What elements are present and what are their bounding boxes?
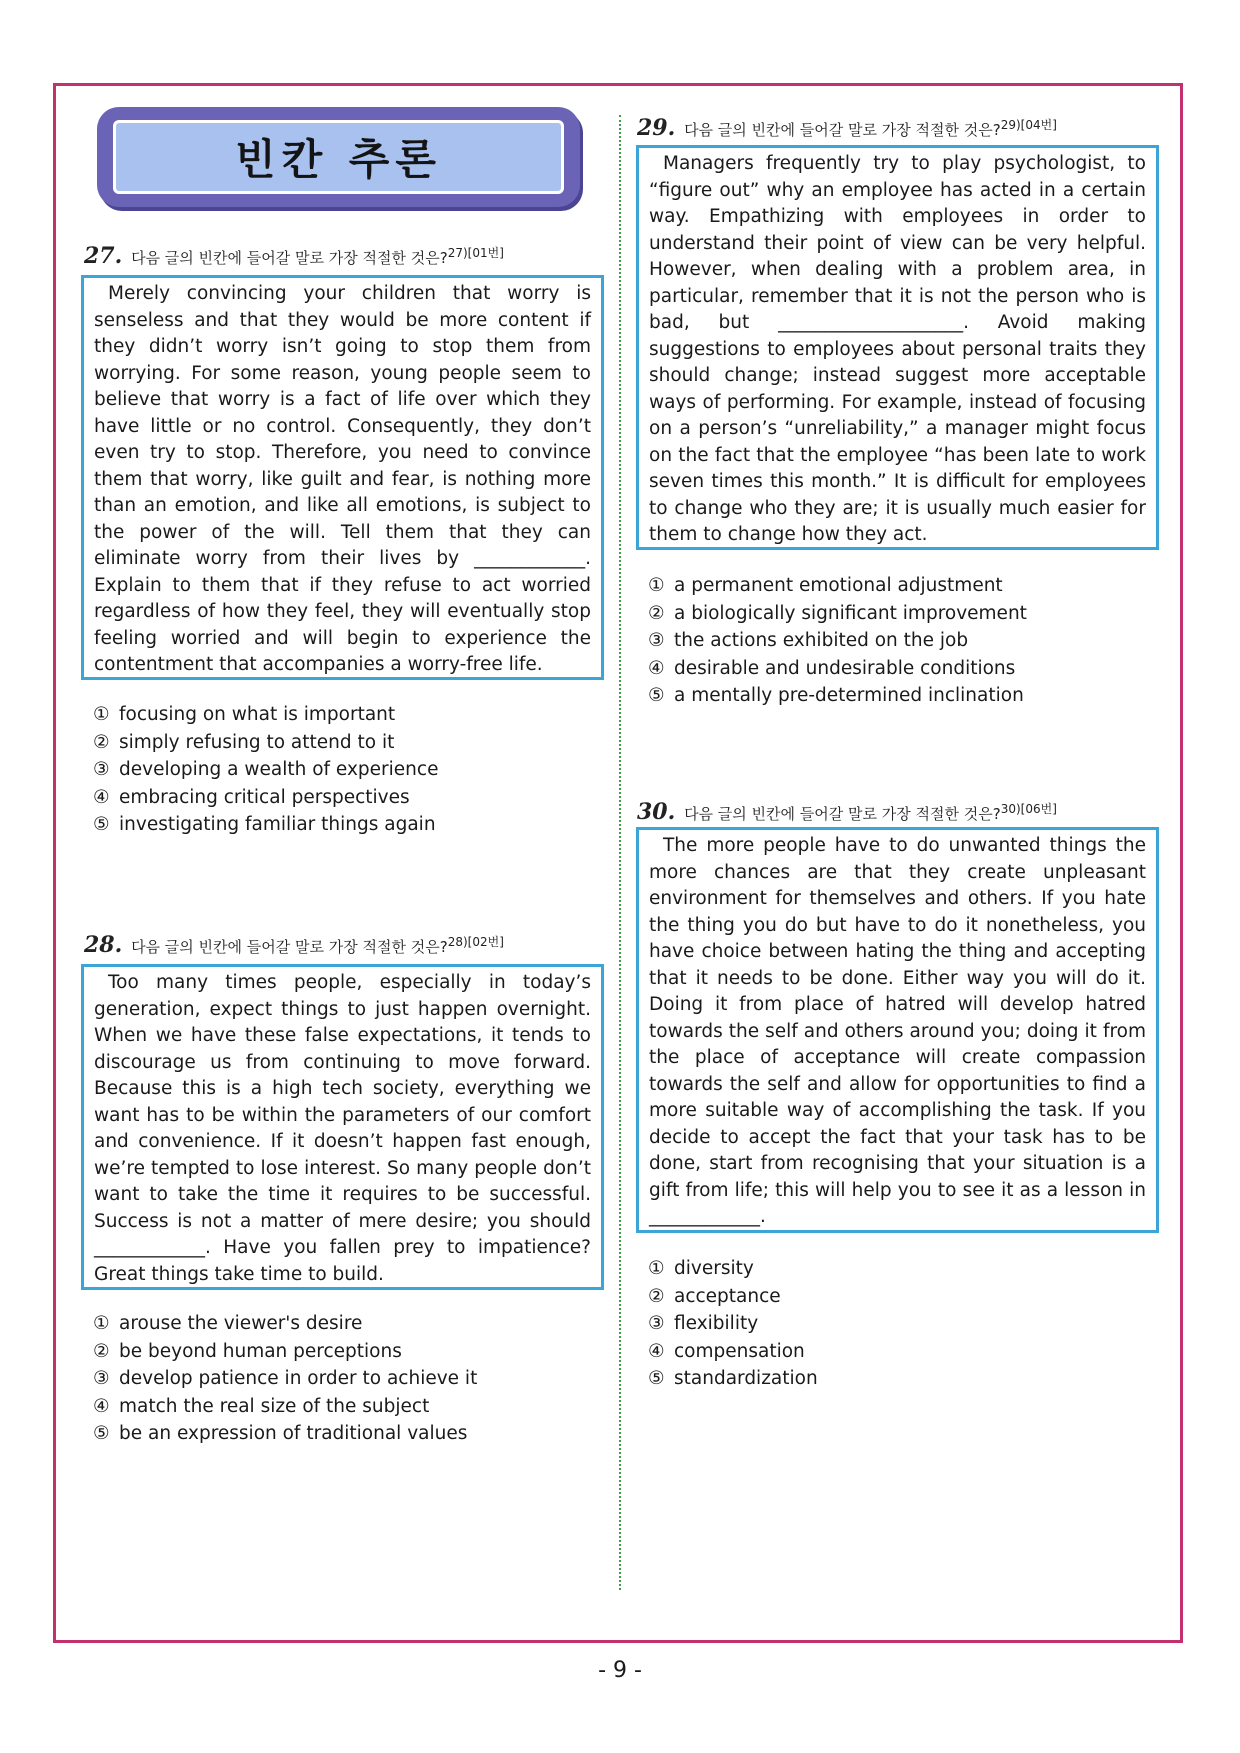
question-29-passage: Managers frequently try to play psychologist, to “figure out” why an employee has acted in a certain way. Empathizing with employees in order to understand their point of view can be very helpful. However, when dealing with a problem area, in particular, remember that it is not the person who is bad, but ____________________. Avoid making suggestions to employees about personal traits they should change; instead suggest more acceptable ways of performing. For example, instead of focusing on a person’s “unreliability,” a manager might focus on the fact that the employee “has been late to work seven times this month.” It is difficult for employees to change who they are; it is usually much easier for them to change how they act. [636, 145, 1159, 550]
question-30-choices [648, 1255, 818, 1393]
choice-item[interactable] [648, 600, 1027, 628]
choice-text: simply refusing to attend to it [119, 731, 395, 753]
choice-marker: ③ [648, 630, 665, 651]
question-source: 30)[06번] [1000, 802, 1057, 816]
choice-item[interactable] [93, 756, 438, 784]
choice-marker: ⑤ [648, 685, 665, 706]
question-29-header [637, 115, 1057, 141]
choice-item[interactable] [93, 1310, 477, 1338]
choice-marker: ① [648, 575, 665, 596]
question-prompt: 다음 글의 빈칸에 들어갈 말로 가장 적절한 것은? [684, 805, 1001, 823]
choice-item[interactable] [648, 655, 1027, 683]
choice-item[interactable] [648, 1255, 818, 1283]
choice-marker: ② [93, 1340, 110, 1362]
choice-item[interactable] [93, 701, 438, 729]
choice-marker: ① [93, 704, 110, 725]
question-28-header [84, 932, 504, 958]
section-title-badge [97, 107, 580, 207]
choice-marker: ④ [93, 1395, 110, 1417]
choice-text: a mentally pre-determined inclination [674, 685, 1024, 706]
question-source: 27)[01번] [447, 246, 504, 260]
choice-text: acceptance [674, 1285, 781, 1307]
choice-marker: ① [93, 1313, 110, 1334]
choice-item[interactable] [93, 729, 438, 757]
choice-text: be an expression of traditional values [119, 1423, 468, 1444]
question-27-choices [93, 701, 438, 839]
choice-text: be beyond human perceptions [119, 1340, 402, 1362]
choice-item[interactable] [648, 627, 1027, 655]
question-number: 27. [84, 243, 123, 269]
choice-marker: ④ [93, 786, 110, 808]
choice-text: developing a wealth of experience [119, 759, 439, 780]
choice-text: flexibility [674, 1313, 759, 1334]
choice-item[interactable] [648, 1365, 818, 1393]
choice-marker: ③ [93, 1368, 110, 1389]
choice-text: develop patience in order to achieve it [119, 1368, 478, 1389]
choice-marker: ② [648, 1285, 665, 1307]
question-prompt: 다음 글의 빈칸에 들어갈 말로 가장 적절한 것은? [131, 938, 448, 956]
choice-text: desirable and undesirable conditions [674, 657, 1016, 679]
question-30-header [637, 799, 1057, 825]
page-number: - 9 - [598, 1658, 642, 1683]
choice-marker: ⑤ [93, 814, 110, 835]
choice-marker: ④ [648, 657, 665, 679]
question-number: 28. [84, 932, 123, 958]
choice-text: focusing on what is important [119, 704, 396, 725]
choice-marker: ② [648, 602, 665, 624]
question-prompt: 다음 글의 빈칸에 들어갈 말로 가장 적절한 것은? [131, 249, 448, 267]
choice-item[interactable] [648, 1283, 818, 1311]
choice-item[interactable] [648, 572, 1027, 600]
question-27-header [84, 243, 504, 269]
choice-item[interactable] [648, 1310, 818, 1338]
section-title: 빈칸 추론 [235, 135, 442, 184]
choice-item[interactable] [93, 1393, 477, 1421]
column-divider [619, 115, 621, 1590]
choice-text: match the real size of the subject [119, 1395, 430, 1417]
question-source: 28)[02번] [447, 935, 504, 949]
question-27-passage: Merely convincing your children that worry is senseless and that they would be more content if they didn’t worry isn’t going to stop them from worrying. For some reason, young people seem to believe that worry is a fact of life over which they have little or no control. Consequently, they don’t even try to stop. Therefore, you need to convince them that worry, like guilt and fear, is nothing more than an emotion, and like all emotions, is subject to the power of the will. Tell them that they can eliminate worry from their lives by ____________. Explain to them that if they refuse to act worried regardless of how they feel, they will eventually stop feeling worried and will begin to experience the contentment that accompanies a worry-free life. [81, 275, 604, 680]
choice-marker: ② [93, 731, 110, 753]
choice-marker: ③ [648, 1313, 665, 1334]
choice-text: a permanent emotional adjustment [674, 575, 1003, 596]
choice-marker: ⑤ [648, 1368, 665, 1389]
choice-item[interactable] [648, 1338, 818, 1366]
choice-text: diversity [674, 1258, 754, 1279]
choice-marker: ⑤ [93, 1423, 110, 1444]
choice-item[interactable] [93, 811, 438, 839]
choice-item[interactable] [93, 1420, 477, 1448]
question-28-choices [93, 1310, 477, 1448]
choice-text: arouse the viewer's desire [119, 1313, 363, 1334]
choice-marker: ④ [648, 1340, 665, 1362]
choice-item[interactable] [93, 1338, 477, 1366]
question-prompt: 다음 글의 빈칸에 들어갈 말로 가장 적절한 것은? [684, 121, 1001, 139]
question-29-choices [648, 572, 1027, 710]
choice-item[interactable] [93, 784, 438, 812]
choice-item[interactable] [93, 1365, 477, 1393]
section-title-panel [113, 120, 564, 194]
question-number: 30. [637, 799, 676, 825]
choice-text: a biologically significant improvement [674, 602, 1027, 624]
choice-text: standardization [674, 1368, 818, 1389]
choice-text: the actions exhibited on the job [674, 630, 969, 651]
question-30-passage: The more people have to do unwanted things the more chances are that they create unpleasant environment for themselves and others. If you hate the thing you do but have to do it nonetheless, you have choice between hating the thing and accepting that it needs to be done. Either way you will do it. Doing it from place of hatred will develop hatred towards the self and others around you; doing it from the place of acceptance will create compassion towards the self and allow for opportunities to find a more suitable way of accomplishing the task. If you decide to accept the fact that your task has to be done, start from recognising that your situation is a gift from life; this will help you to see it as a lesson in ____________. [636, 827, 1159, 1233]
choice-text: embracing critical perspectives [119, 786, 410, 808]
choice-item[interactable] [648, 682, 1027, 710]
question-source: 29)[04번] [1000, 118, 1057, 132]
choice-text: compensation [674, 1340, 805, 1362]
choice-marker: ① [648, 1258, 665, 1279]
question-28-passage: Too many times people, especially in today’s generation, expect things to just happen overnight. When we have these false expectations, it tends to discourage us from continuing to move forward. Because this is a high tech society, everything we want has to be within the parameters of our comfort and convenience. If it doesn’t happen fast enough, we’re tempted to lose interest. So many people don’t want to take the time it requires to be successful. Success is not a matter of mere desire; you should ____________. Have you fallen prey to impatience? Great things take time to build. [81, 964, 604, 1290]
choice-text: investigating familiar things again [119, 814, 436, 835]
choice-marker: ③ [93, 759, 110, 780]
question-number: 29. [637, 115, 676, 141]
